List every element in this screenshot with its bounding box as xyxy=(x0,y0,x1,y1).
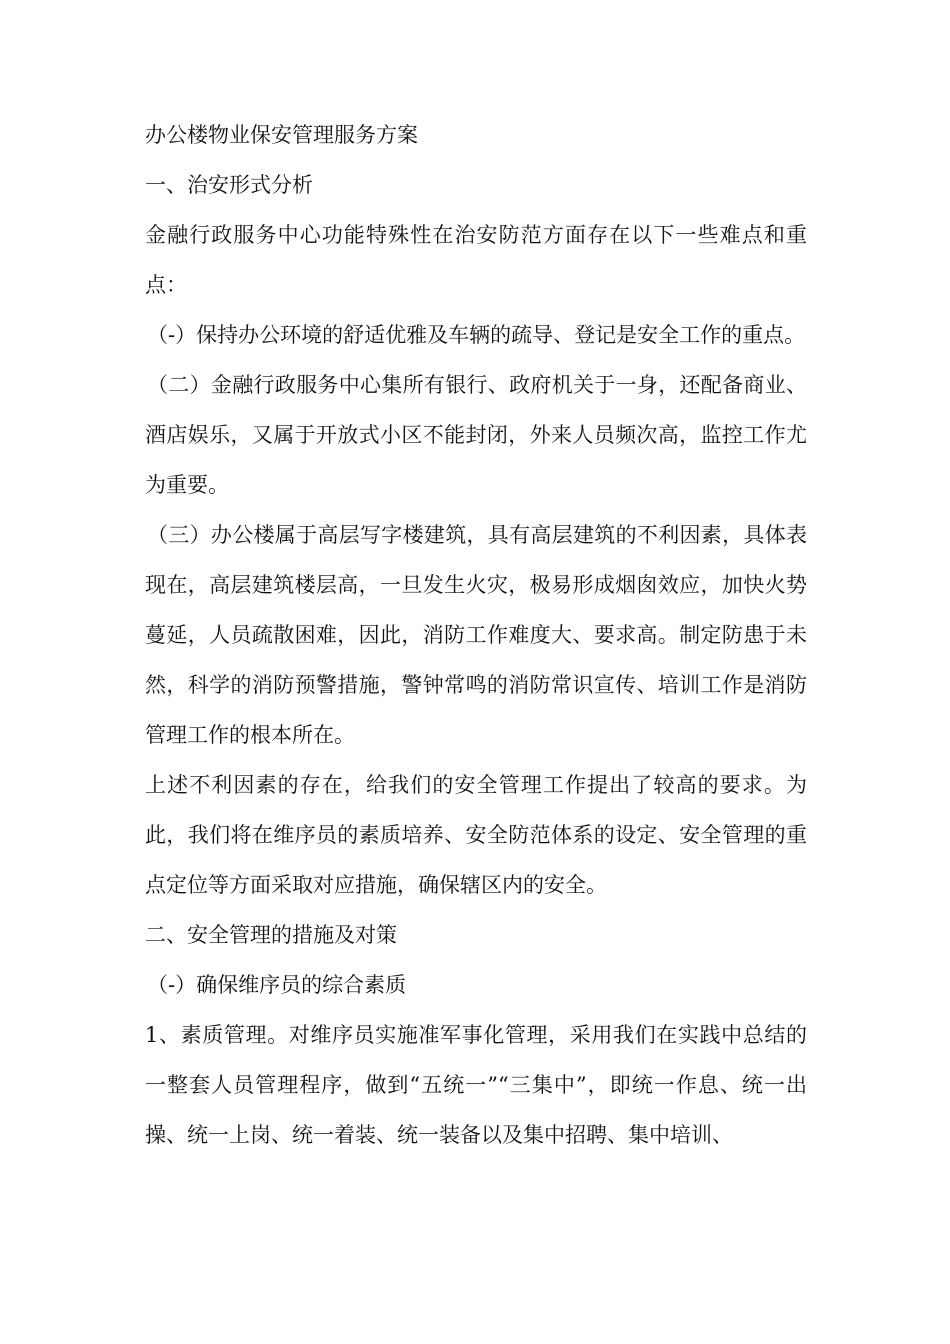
paragraph-summary: 上述不利因素的存在，给我们的安全管理工作提出了较高的要求。为此，我们将在维序员的素质培养、安全防范体系的设定、安全管理的重点定位等方面采取对应措施，确保辖区内的安全。 xyxy=(145,773,807,897)
paragraph-point-3: （三）办公楼属于高层写字楼建筑，具有高层建筑的不利因素，具体表现在，高层建筑楼层高，一旦发生火灾，极易形成烟囱效应，加快火势蔓延，人员疏散困难，因此，消防工作难度大、要求高。制定防患于未然，科学的消防预警措施，警钟常鸣的消防常识宣传、培训工作是消防管理工作的根本所在。 xyxy=(145,523,807,747)
section-heading-1: 一、治安形式分析 xyxy=(145,173,313,197)
document-title: 办公楼物业保安管理服务方案 xyxy=(145,123,418,147)
paragraph-quality-management: 1、素质管理。对维序员实施准军事化管理，采用我们在实践中总结的一整套人员管理程序，做到“五统一”“三集中”，即统一作息、统一出操、统一上岗、统一着装、统一装备以及集中招聘、集中培训、 xyxy=(145,1023,807,1147)
paragraph-intro: 金融行政服务中心功能特殊性在治安防范方面存在以下一些难点和重点： xyxy=(145,223,807,297)
paragraph-point-1: （-）保持办公环境的舒适优雅及车辆的疏导、登记是安全工作的重点。 xyxy=(147,323,806,347)
paragraph-point-2: （二）金融行政服务中心集所有银行、政府机关于一身，还配备商业、酒店娱乐，又属于开放式小区不能封闭，外来人员频次高，监控工作尤为重要。 xyxy=(145,373,807,497)
section-heading-2: 二、安全管理的措施及对策 xyxy=(145,923,397,947)
document-page xyxy=(145,110,807,1160)
subsection-heading-1: （-）确保维序员的综合素质 xyxy=(147,973,407,997)
